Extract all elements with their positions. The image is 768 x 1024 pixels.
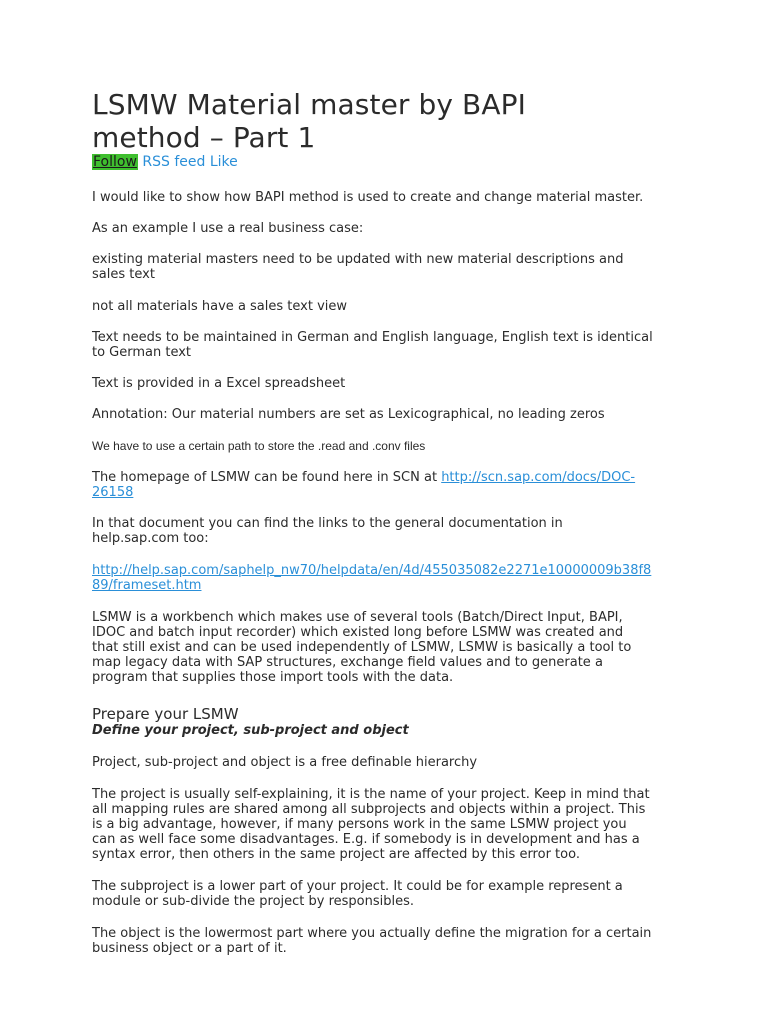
paragraph-hierarchy: Project, sub-project and object is a free definable hierarchy bbox=[92, 755, 478, 770]
text-line: map legacy data with SAP structures, exchange field values and to generate a bbox=[92, 655, 603, 670]
text-line: LSMW is a workbench which makes use of several tools (Batch/Direct Input, BAPI, bbox=[92, 610, 623, 625]
text-line: all mapping rules are shared among all subprojects and objects within a project. This bbox=[92, 802, 646, 817]
paragraph-lsmw-workbench bbox=[92, 610, 684, 685]
text-line: syntax error, then others in the same project are affected by this error too. bbox=[92, 847, 580, 862]
paragraph-documentation bbox=[92, 516, 684, 546]
text-line: to German text bbox=[92, 345, 192, 360]
text-line: The homepage of LSMW can be found here in SCN at bbox=[92, 470, 442, 485]
help-sap-link[interactable]: http://help.sap.com/saphelp_nw70/helpdata/en/4d/455035082e2271e10000009b38f8 bbox=[92, 563, 652, 578]
text-line: IDOC and batch input recorder) which existed long before LSMW was created and bbox=[92, 625, 624, 640]
paragraph-annotation: Annotation: Our material numbers are set as Lexicographical, no leading zeros bbox=[92, 407, 605, 422]
paragraph-intro: I would like to show how BAPI method is used to create and change material master. bbox=[92, 190, 644, 205]
paragraph-object bbox=[92, 926, 684, 956]
text-line: Text needs to be maintained in German and English language, English text is identical bbox=[92, 330, 653, 345]
paragraph-sales-text-view: not all materials have a sales text view bbox=[92, 299, 348, 314]
text-line: The subproject is a lower part of your project. It could be for example represent a bbox=[92, 879, 623, 894]
paragraph-project bbox=[92, 787, 684, 862]
paragraph-languages bbox=[92, 330, 684, 360]
paragraph-path: We have to use a certain path to store the .read and .conv files bbox=[92, 439, 426, 453]
section-subheading: Define your project, sub-project and object bbox=[92, 723, 409, 738]
title-line-1: LSMW Material master by BAPI bbox=[92, 88, 526, 121]
text-line: business object or a part of it. bbox=[92, 941, 287, 956]
text-line: that still exist and can be used independently of LSMW, LSMW is basically a tool to bbox=[92, 640, 632, 655]
text-line: module or sub-divide the project by responsibles. bbox=[92, 894, 415, 909]
paragraph-subproject bbox=[92, 879, 684, 909]
title-line-2: method – Part 1 bbox=[92, 121, 316, 154]
paragraph-example: As an example I use a real business case: bbox=[92, 221, 364, 236]
paragraph-help-link bbox=[92, 563, 684, 593]
rss-feed-link[interactable]: RSS feed bbox=[142, 154, 206, 170]
text-line: The object is the lowermost part where you actually define the migration for a certain bbox=[92, 926, 652, 941]
paragraph-excel: Text is provided in a Excel spreadsheet bbox=[92, 376, 346, 391]
article-actions bbox=[92, 154, 684, 171]
scn-doc-link[interactable]: http://scn.sap.com/docs/DOC- bbox=[441, 470, 636, 485]
article bbox=[92, 88, 684, 956]
like-link[interactable]: Like bbox=[209, 154, 238, 170]
help-sap-link-continued[interactable]: 89/frameset.htm bbox=[92, 578, 202, 593]
scn-doc-link-continued[interactable]: 26158 bbox=[92, 485, 134, 500]
text-line: In that document you can find the links to the general documentation in bbox=[92, 516, 563, 531]
text-line: is a big advantage, however, if many persons work in the same LSMW project you bbox=[92, 817, 627, 832]
page-title bbox=[92, 88, 684, 154]
paragraph-homepage bbox=[92, 470, 684, 500]
text-line: program that supplies those import tools with the data. bbox=[92, 670, 454, 685]
follow-button[interactable]: Follow bbox=[93, 154, 137, 170]
text-line: The project is usually self-explaining, it is the name of your project. Keep in mind that bbox=[92, 787, 650, 802]
text-line: help.sap.com too: bbox=[92, 531, 209, 546]
text-line: can as well face some disadvantages. E.g. if somebody is in development and has a bbox=[92, 832, 640, 847]
text-line: sales text bbox=[92, 267, 155, 282]
section-heading: Prepare your LSMW bbox=[92, 705, 239, 723]
paragraph-existing-masters bbox=[92, 252, 684, 282]
text-line: existing material masters need to be updated with new material descriptions and bbox=[92, 252, 624, 267]
